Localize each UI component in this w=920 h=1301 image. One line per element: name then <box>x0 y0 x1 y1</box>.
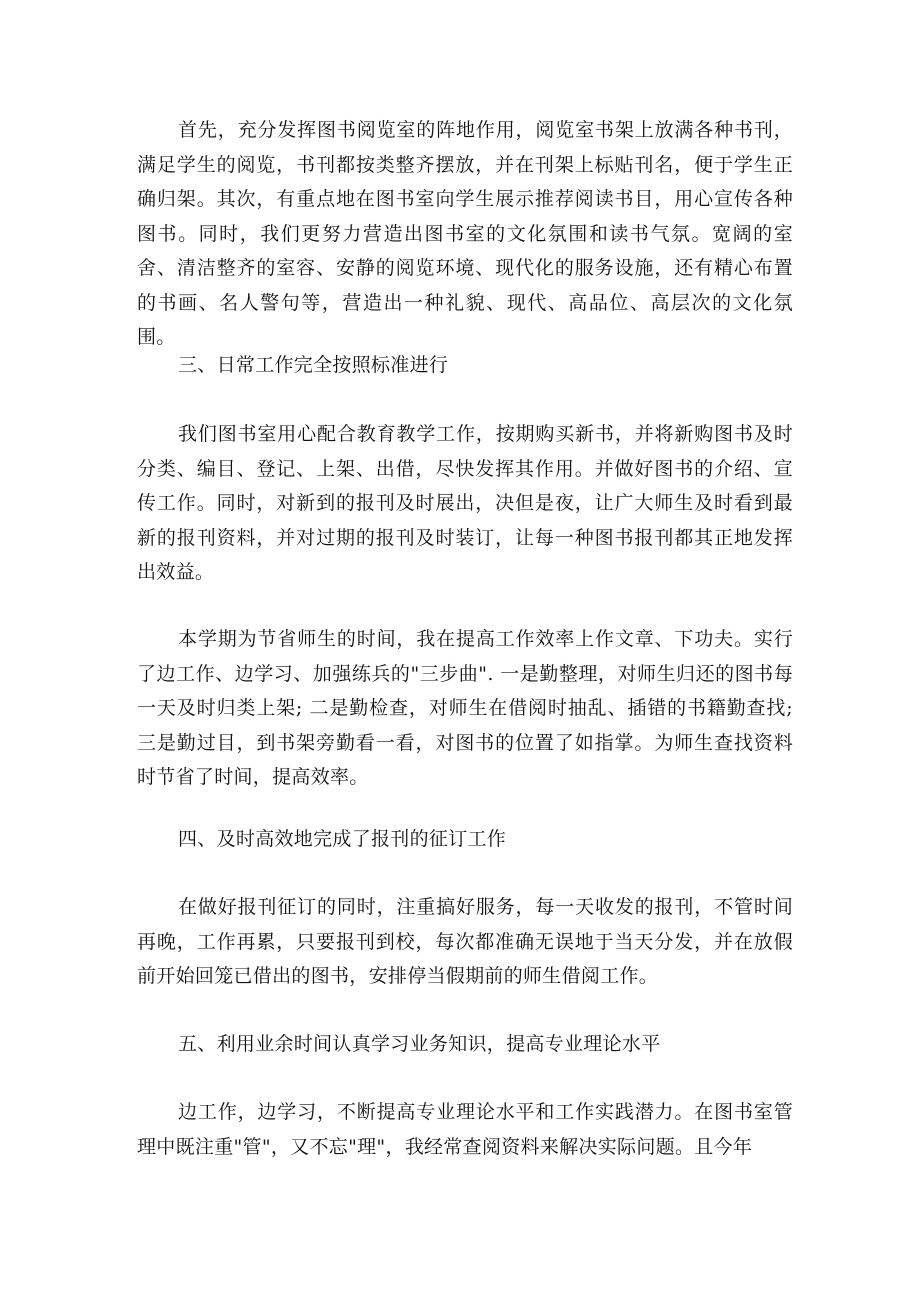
section-heading-4: 四、及时高效地完成了报刊的征订工作 <box>178 828 507 850</box>
paragraph-subscriptions: 在做好报刊征订的同时，注重搞好服务，每一天收发的报刊，不管时间再晚，工作再累，只要报刊到校，每次都准确无误地于当天分发，并在放假前开始回笼已借出的图书，安排停当假期前的师生借阅工作。 <box>137 896 793 987</box>
paragraph-reading-room: 首先，充分发挥图书阅览室的阵地作用，阅览室书架上放满各种书刊，满足学生的阅览，书刊都按类整齐摆放，并在刊架上标贴刊名，便于学生正确归架。其次，有重点地在图书室向学生展示推荐阅读书目，用心宣传各种图书。同时，我们更努力营造出图书室的文化氛围和读书气氛。宽阔的室舍、清洁整齐的室容、安静的阅览环境、现代化的服务设施，还有精心布置的书画、名人警句等，营造出一种礼貌、现代、高品位、高层次的文化氛围。 <box>137 119 793 348</box>
paragraph-daily-work: 我们图书室用心配合教育教学工作，按期购买新书，并将新购图书及时分类、编目、登记、上架、出借，尽快发挥其作用。并做好图书的介绍、宣传工作。同时，对新到的报刊及时展出，决但是夜，让广大师生及时看到最新的报刊资料，并对过期的报刊及时装订，让每一种图书报刊都其正地发挥出效益。 <box>137 423 793 583</box>
section-heading-3: 三、日常工作完全按照标准进行 <box>178 354 449 376</box>
paragraph-learning: 边工作，边学习，不断提高专业理论水平和工作实践潜力。在图书室管理中既注重"管"，又不忘"理"，我经常查阅资料来解决实际问题。且今年 <box>137 1101 793 1158</box>
section-heading-5: 五、利用业余时间认真学习业务知识，提高专业理论水平 <box>178 1033 661 1055</box>
paragraph-efficiency: 本学期为节省师生的时间，我在提高工作效率上作文章、下功夫。实行了边工作、边学习、加强练兵的"三步曲". 一是勤整理，对师生归还的图书每一天及时归类上架; 二是勤检查，对师生在借阅时抽乱、插错的书籍勤查找; 三是勤过目，到书架旁勤看一看，对图书的位置了如指掌。为师生查找资料时节省了时间，提高效率。 <box>137 628 793 788</box>
